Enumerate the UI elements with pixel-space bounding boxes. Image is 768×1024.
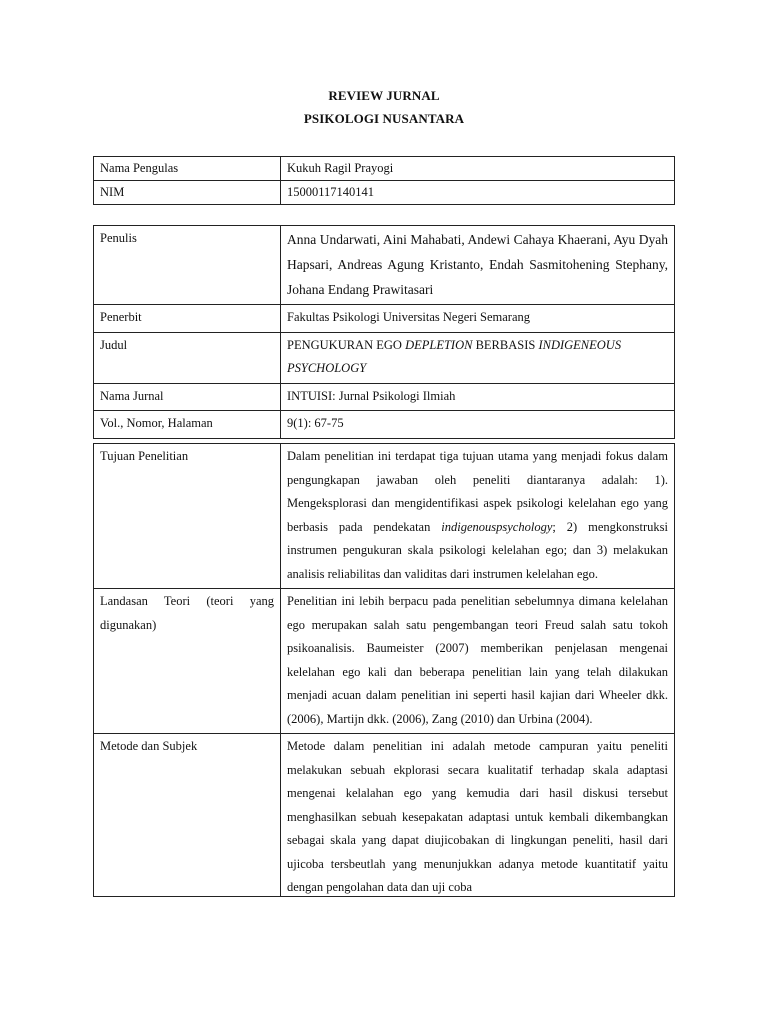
- vol-value: 9(1): 67-75: [281, 411, 675, 439]
- penulis-label: Penulis: [94, 226, 281, 305]
- nama-jurnal-label: Nama Jurnal: [94, 383, 281, 411]
- table-row: [94, 734, 675, 897]
- judul-italic-2: INDIGENEOUS PSYCHOLOGY: [287, 337, 622, 375]
- journal-info-table: [93, 225, 675, 439]
- tujuan-value: [281, 444, 675, 589]
- judul-part-1: PENGUKURAN EGO: [287, 337, 406, 352]
- metode-label: Metode dan Subjek: [94, 734, 281, 897]
- review-table: [93, 443, 675, 897]
- reviewer-table: [93, 156, 675, 205]
- metode-cell: [281, 734, 675, 897]
- table-row: [94, 444, 675, 589]
- reviewer-name-value: Kukuh Ragil Prayogi: [281, 157, 675, 181]
- vol-label: Vol., Nomor, Halaman: [94, 411, 281, 439]
- table-row: [94, 332, 675, 383]
- table-row: [94, 411, 675, 439]
- judul-label: Judul: [94, 332, 281, 383]
- table-row: [94, 589, 675, 734]
- nim-value: 15000117140141: [281, 181, 675, 205]
- penerbit-label: Penerbit: [94, 305, 281, 333]
- table-row: [94, 383, 675, 411]
- nama-jurnal-value: INTUISI: Jurnal Psikologi Ilmiah: [281, 383, 675, 411]
- tujuan-italic: indigenouspsychology: [441, 519, 553, 534]
- nim-label: NIM: [94, 181, 281, 205]
- landasan-label: Landasan Teori (teori yang digunakan): [94, 589, 281, 734]
- reviewer-name-label: Nama Pengulas: [94, 157, 281, 181]
- table-row: [94, 226, 675, 305]
- landasan-value: Penelitian ini lebih berpacu pada penelitian sebelumnya dimana kelelahan ego merupakan salah satu pengembangan teori Freud salah satu tokoh psikoanalisis. Baumeister (2007) memberikan penjelasan mengenai kelelahan ego kali dan beberapa penelitian lain yang telah dilakukan menjadi acuan dalam penelitian ini seperti hasil kajian dari Wheeler dkk. (2006), Martijn dkk. (2006), Zang (2010) dan Urbina (2004).: [281, 589, 675, 734]
- tujuan-text-1: Dalam penelitian ini terdapat tiga tujuan utama yang menjadi fokus dalam pengungkapan jawaban oleh peneliti diantaranya adalah: 1). Mengeksplorasi dan mengidentifikasi aspek psikologi kelelahan ego yang berbasis pada pendekatan: [287, 449, 668, 534]
- table-row: [94, 157, 675, 181]
- judul-part-2: BERBASIS: [472, 337, 539, 352]
- tujuan-text-2: ; 2) mengkonstruksi instrumen pengukuran skala psikologi kelelahan ego; dan 3) melakukan analisis reliabilitas dan validitas dari instrumen kelelahan ego.: [287, 519, 668, 581]
- table-row: [94, 305, 675, 333]
- tujuan-label: Tujuan Penelitian: [94, 444, 281, 589]
- judul-value: [281, 332, 675, 383]
- judul-italic-1: DEPLETION: [405, 337, 473, 352]
- penerbit-value: Fakultas Psikologi Universitas Negeri Semarang: [281, 305, 675, 333]
- table-row: [94, 181, 675, 205]
- document-subtitle: PSIKOLOGI NUSANTARA: [303, 111, 465, 126]
- penulis-value: Anna Undarwati, Aini Mahabati, Andewi Cahaya Khaerani, Ayu Dyah Hapsari, Andreas Agung Kristanto, Endah Sasmitohening Stephany, Johana Endang Prawitasari: [281, 226, 675, 305]
- metode-value: Metode dalam penelitian ini adalah metode campuran yaitu peneliti melakukan sebuah ekplorasi secara kualitatif terhadap skala adaptasi mengenai kelalahan ego yang kemudia dari hasil diskusi tersebut menghasilkan sebuah kesepakatan adaptasi untuk kembali dikembangkan sebagai skala yang dapat diujicobakan di lingkungan peneliti, hasil dari ujicoba tersbeutlah yang menunjukkan adanya metode kuantitatif yaitu dengan pengolahan data dan uji coba: [287, 739, 668, 894]
- document-title: REVIEW JURNAL: [328, 88, 440, 103]
